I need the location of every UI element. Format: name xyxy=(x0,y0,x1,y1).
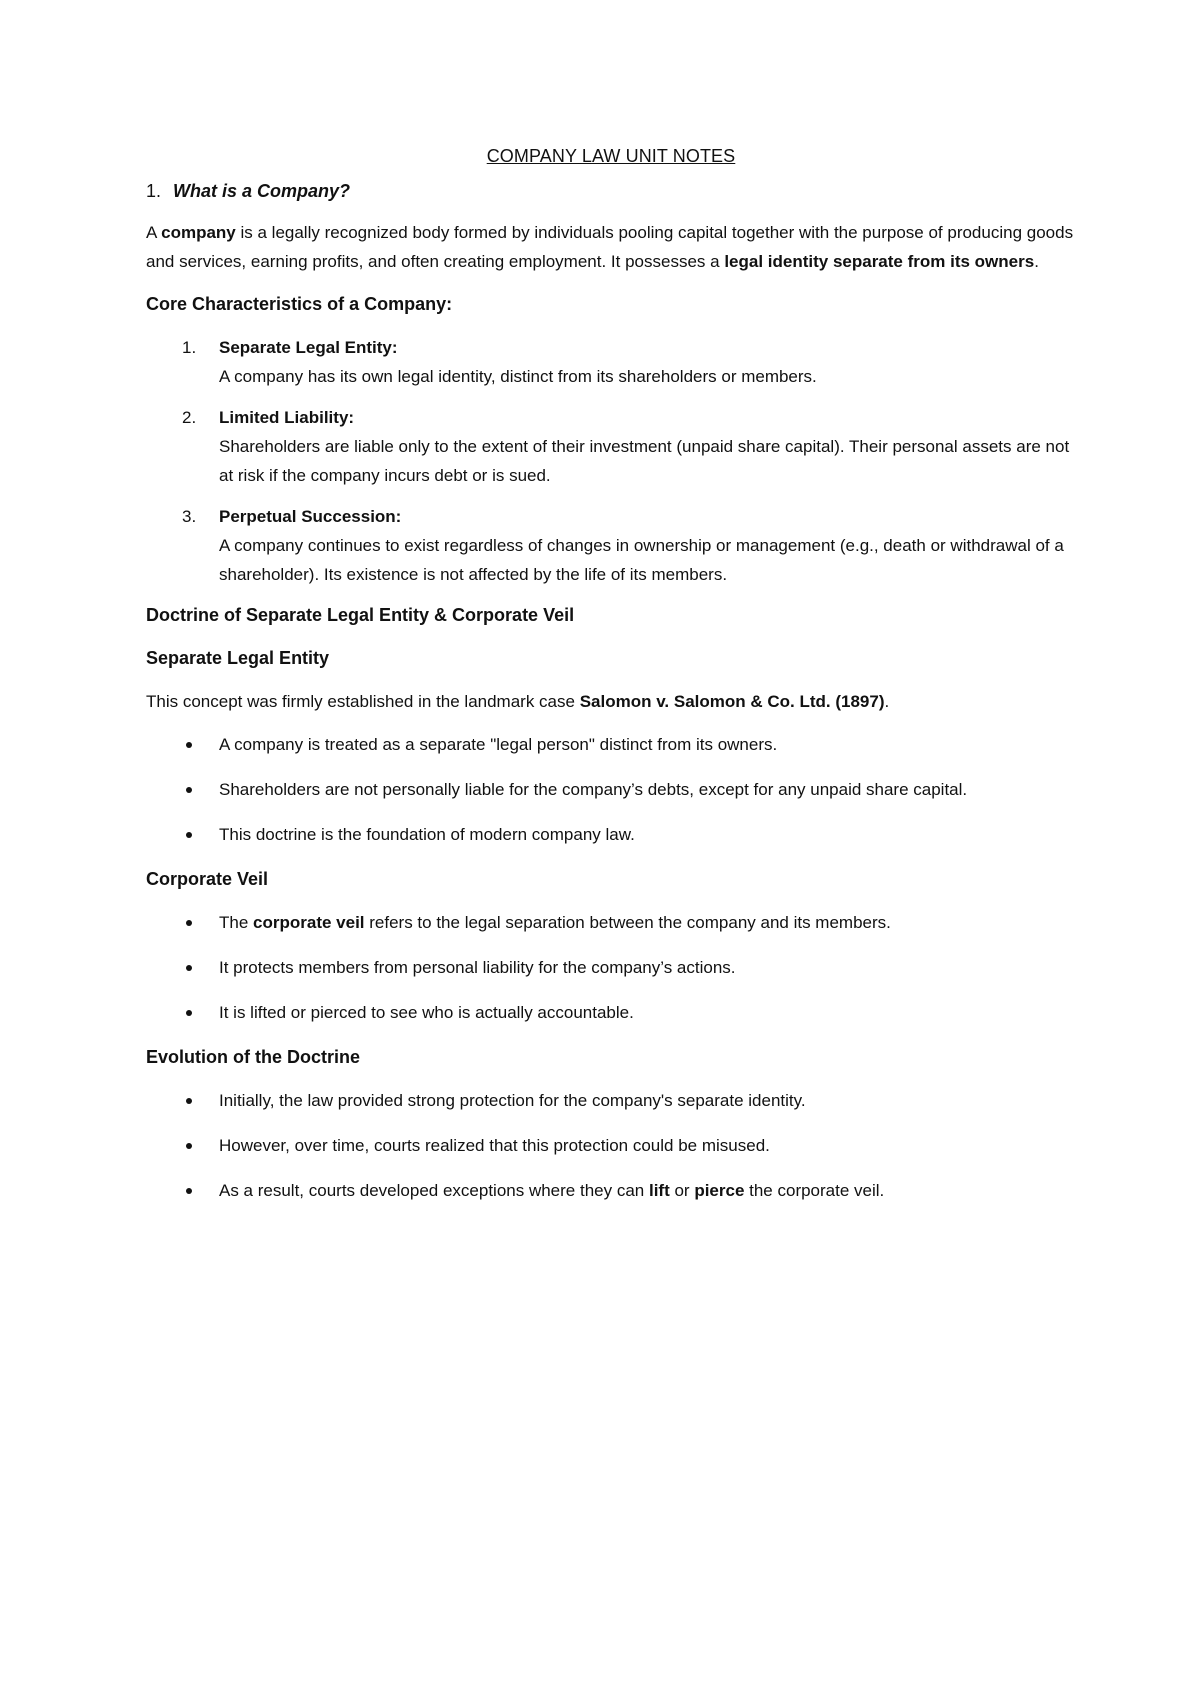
doctrine-heading: Doctrine of Separate Legal Entity & Corporate Veil xyxy=(146,605,575,625)
sle-intro-text: This concept was firmly established in the landmark case xyxy=(146,692,580,711)
intro-bold-phrase: legal identity separate from its owners xyxy=(724,252,1035,271)
list-number: 3. xyxy=(182,507,197,526)
bullet-text-pre: The xyxy=(219,913,254,932)
bullet-bold-lift: lift xyxy=(648,1181,670,1200)
list-item xyxy=(146,1176,1076,1205)
list-item-title: Limited Liability: xyxy=(219,408,355,427)
core-characteristics-heading: Core Characteristics of a Company: xyxy=(146,294,453,314)
list-item xyxy=(146,908,1076,937)
intro-rest: is a legally recognized body formed by individuals pooling capital together with the purpose of producing goods and services, earning profits, and often creating employment. It possesses a xyxy=(146,223,1074,271)
document-body xyxy=(146,146,1076,1221)
bullet-icon xyxy=(186,787,192,793)
bullet-icon xyxy=(186,1098,192,1104)
bullet-text-post: the corporate veil. xyxy=(744,1181,885,1200)
list-number: 2. xyxy=(182,408,197,427)
list-item xyxy=(146,403,1076,490)
list-item-title: Separate Legal Entity: xyxy=(219,338,398,357)
characteristics-list xyxy=(146,333,1076,589)
bullet-text: A company is treated as a separate "legal person" distinct from its owners. xyxy=(219,735,778,754)
bullet-text-post: refers to the legal separation between the company and its members. xyxy=(364,913,891,932)
bullet-bold-term: corporate veil xyxy=(253,913,365,932)
list-item xyxy=(146,953,1076,982)
section-heading xyxy=(146,181,1076,202)
section-label: What is a Company? xyxy=(173,181,351,201)
evolution-bullet-list xyxy=(146,1086,1076,1205)
bullet-text: This doctrine is the foundation of modern company law. xyxy=(219,825,635,844)
evolution-heading: Evolution of the Doctrine xyxy=(146,1047,360,1067)
bullet-icon xyxy=(186,742,192,748)
bullet-text: Initially, the law provided strong protection for the company's separate identity. xyxy=(219,1091,806,1110)
bullet-icon xyxy=(186,965,192,971)
bullet-text: It protects members from personal liability for the company’s actions. xyxy=(219,958,736,977)
bullet-icon xyxy=(186,920,192,926)
bullet-text-or: or xyxy=(669,1181,695,1200)
corporate-veil-heading: Corporate Veil xyxy=(146,869,269,889)
list-item xyxy=(146,333,1076,391)
intro-period: . xyxy=(1034,252,1039,271)
bullet-text: However, over time, courts realized that this protection could be misused. xyxy=(219,1136,770,1155)
list-item xyxy=(146,502,1076,589)
list-item-description: Shareholders are liable only to the extent of their investment (unpaid share capital). Their personal assets are not at risk if the company incurs debt or is sued. xyxy=(219,437,1070,485)
intro-a: A xyxy=(146,223,162,242)
sle-intro-period: . xyxy=(884,692,890,711)
intro-company-term: company xyxy=(161,223,236,242)
list-item xyxy=(146,1086,1076,1115)
list-item xyxy=(146,998,1076,1027)
bullet-icon xyxy=(186,1188,192,1194)
list-number: 1. xyxy=(182,338,197,357)
section-number: 1. xyxy=(146,181,162,201)
intro-paragraph xyxy=(146,218,1076,276)
bullet-text: Shareholders are not personally liable for the company’s debts, except for any unpaid share capital. xyxy=(219,780,968,799)
list-item xyxy=(146,820,1076,849)
separate-legal-entity-heading: Separate Legal Entity xyxy=(146,648,330,668)
list-item-description: A company continues to exist regardless of changes in ownership or management (e.g., death or withdrawal of a shareholder). Its existence is not affected by the life of its members. xyxy=(219,536,1064,584)
bullet-text-pre: As a result, courts developed exceptions where they can xyxy=(219,1181,649,1200)
bullet-icon xyxy=(186,1010,192,1016)
bullet-bold-pierce: pierce xyxy=(694,1181,745,1200)
document-title: COMPANY LAW UNIT NOTES xyxy=(486,146,736,166)
bullet-text: It is lifted or pierced to see who is actually accountable. xyxy=(219,1003,634,1022)
list-item xyxy=(146,730,1076,759)
bullet-icon xyxy=(186,1143,192,1149)
bullet-icon xyxy=(186,832,192,838)
list-item-description: A company has its own legal identity, distinct from its shareholders or members. xyxy=(219,367,817,386)
sle-bullet-list xyxy=(146,730,1076,849)
list-item xyxy=(146,1131,1076,1160)
sle-intro-paragraph xyxy=(146,687,1076,716)
list-item xyxy=(146,775,1076,804)
list-item-title: Perpetual Succession: xyxy=(219,507,402,526)
veil-bullet-list xyxy=(146,908,1076,1027)
case-citation: Salomon v. Salomon & Co. Ltd. (1897) xyxy=(579,692,885,711)
